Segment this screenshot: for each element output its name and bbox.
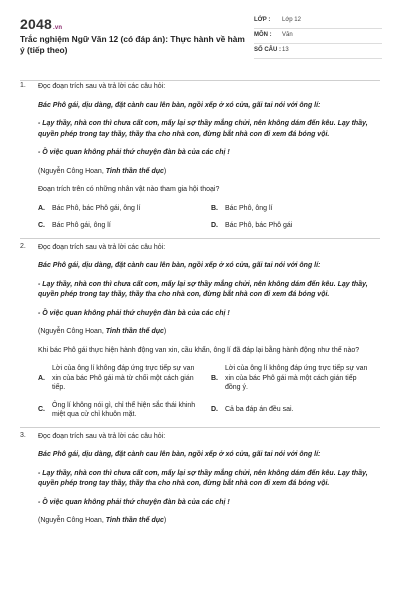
source-prefix: (Nguyễn Công Hoan, (38, 328, 106, 335)
question-number: 1. (20, 82, 26, 89)
option-text: Lời của ông lí không đáp ứng trực tiếp sự van xin của bác Phô gái mà từ chối một cách gián tiếp. (52, 365, 195, 391)
meta-row-class (254, 14, 382, 29)
questions-list (0, 82, 400, 535)
meta-value: 13 (282, 47, 289, 53)
source-title: Tinh thần thể dục (105, 167, 164, 175)
question-number: 3. (20, 431, 26, 439)
passage-line: Bác Phô gái, dịu dàng, đặt cành cau lên bàn, ngồi xếp ở xó cửa, gãi tai nói với ông lí: (38, 101, 321, 109)
answer-option-b[interactable] (211, 364, 374, 393)
source-suffix: ) (163, 167, 167, 175)
spacer (0, 231, 400, 243)
passage-source (38, 327, 374, 338)
option-text: Lời của ông lí không đáp ứng trực tiếp sự van xin của bác Phô gái mà một cách gián tiếp đồng ý. (225, 365, 368, 391)
answer-option-a[interactable] (38, 364, 201, 393)
answer-option-a[interactable] (38, 204, 201, 214)
meta-table (254, 14, 382, 59)
meta-value: Lớp 12 (282, 17, 301, 23)
logo-main: 2048 (20, 16, 52, 32)
question-text: Đoạn trích trên có những nhân vật nào tham gia hội thoại? (38, 186, 220, 193)
option-text: Cả ba đáp án đều sai. (225, 406, 294, 414)
meta-row-count (254, 44, 382, 59)
passage-source (38, 167, 374, 178)
question-divider (20, 427, 380, 428)
option-letter: A. (38, 374, 45, 382)
source-suffix: ) (163, 517, 167, 524)
option-letter: C. (38, 406, 45, 414)
option-text: Bác Phô gái, ông lí (52, 222, 111, 229)
passage-line: Bác Phô gái, dịu dàng, đặt cành cau lên bàn, ngồi xếp ở xó cửa, gãi tai nói với ông lí: (38, 451, 321, 458)
passage-intro: Đọc đoạn trích sau và trả lời các câu hỏi: (38, 432, 166, 440)
question-text: Khi bác Phô gái thực hiện hành động van xin, cầu khẩn, ông lí đã đáp lại bằng hành động như thế nào? (38, 346, 360, 354)
answer-option-d[interactable] (211, 221, 374, 231)
site-logo[interactable] (20, 16, 62, 32)
passage-intro: Đọc đoạn trích sau và trả lời các câu hỏi: (38, 83, 166, 90)
option-letter: B. (211, 374, 218, 382)
answer-option-b[interactable] (211, 204, 374, 214)
meta-key: LỚP : (254, 17, 271, 23)
answer-option-c[interactable] (38, 401, 201, 420)
option-letter: D. (211, 222, 218, 229)
question-3 (0, 432, 400, 527)
passage-line: - Ồ việc quan không phải thứ chuyện đàn bà của các chị ! (38, 309, 230, 317)
question-number: 2. (20, 242, 26, 250)
meta-row-subject (254, 29, 382, 44)
header-divider (20, 80, 380, 81)
question-body (38, 243, 374, 420)
source-prefix: (Nguyễn Công Hoan, (38, 167, 106, 175)
question-divider (20, 238, 380, 239)
option-text: Ông lí không nói gì, chỉ thể hiện sắc thái khinh miệt qua cử chỉ khuôn mặt. (52, 401, 196, 418)
document-title: Trắc nghiệm Ngữ Văn 12 (có đáp án): Thực hành về hàm ý (tiếp theo) (20, 34, 245, 55)
passage-source (38, 516, 374, 527)
option-letter: A. (38, 204, 45, 212)
option-text: Bác Phô, ông lí (225, 204, 273, 212)
source-suffix: ) (163, 328, 167, 335)
question-body (38, 432, 374, 527)
meta-key: SỐ CÂU : (254, 47, 281, 53)
option-letter: B. (211, 204, 218, 212)
answer-option-d[interactable] (211, 401, 374, 420)
option-letter: C. (38, 222, 45, 229)
option-text: Bác Phô, bác Phô gái (225, 222, 293, 229)
source-title: Tinh thần thể dục (105, 328, 164, 335)
source-prefix: (Nguyễn Công Hoan, (38, 517, 106, 524)
passage-line: - Ồ việc quan không phải thứ chuyện đàn bà của các chị ! (38, 149, 230, 156)
passage-line: - Lạy thầy, nhà con thì chưa cất cơn, mấy lại sợ thầy mắng chửi, nên không dám đến kêu. Lạy thầy, quyền phép trong tay thầy, thầy tha cho nhà con, đừng bắt nhà con đi xem đá bóng vội. (38, 120, 368, 138)
source-title: Tinh thần thể dục (105, 517, 164, 524)
spacer (0, 420, 400, 432)
page-header (0, 0, 400, 82)
logo-suffix: .vn (52, 25, 63, 31)
answer-options (38, 364, 374, 420)
answer-option-c[interactable] (38, 221, 201, 231)
passage-line: - Lạy thầy, nhà con thì chưa cất cơn, mấy lại sợ thầy mắng chửi, nên không dám đến kêu. Lạy thầy, quyền phép trong tay thầy, thầy tha cho nhà con, đừng bắt nhà con đi xem đá bóng vội. (38, 469, 368, 487)
passage-line: - Ồ việc quan không phải thứ chuyện đàn bà của các chị ! (38, 498, 230, 506)
passage-line: - Lạy thầy, nhà con thì chưa cất cơn, mấy lại sợ thầy mắng chửi, nên không dám đến kêu. Lạy thầy, quyền phép trong tay thầy, thầy tha cho nhà con, đừng bắt nhà con đi xem đá bóng vội. (38, 280, 368, 298)
question-1 (0, 82, 400, 231)
answer-options (38, 204, 374, 231)
option-letter: D. (211, 406, 218, 414)
meta-value: Văn (282, 32, 293, 38)
meta-key: MÔN : (254, 32, 272, 38)
passage-line: Bác Phô gái, dịu dàng, đặt cành cau lên bàn, ngồi xếp ở xó cửa, gãi tai nói với ông lí: (38, 262, 321, 269)
question-body (38, 82, 374, 231)
option-text: Bác Phô, bác Phô gái, ông lí (52, 204, 141, 212)
passage-intro: Đọc đoạn trích sau và trả lời các câu hỏi: (38, 243, 166, 251)
question-2 (0, 243, 400, 420)
